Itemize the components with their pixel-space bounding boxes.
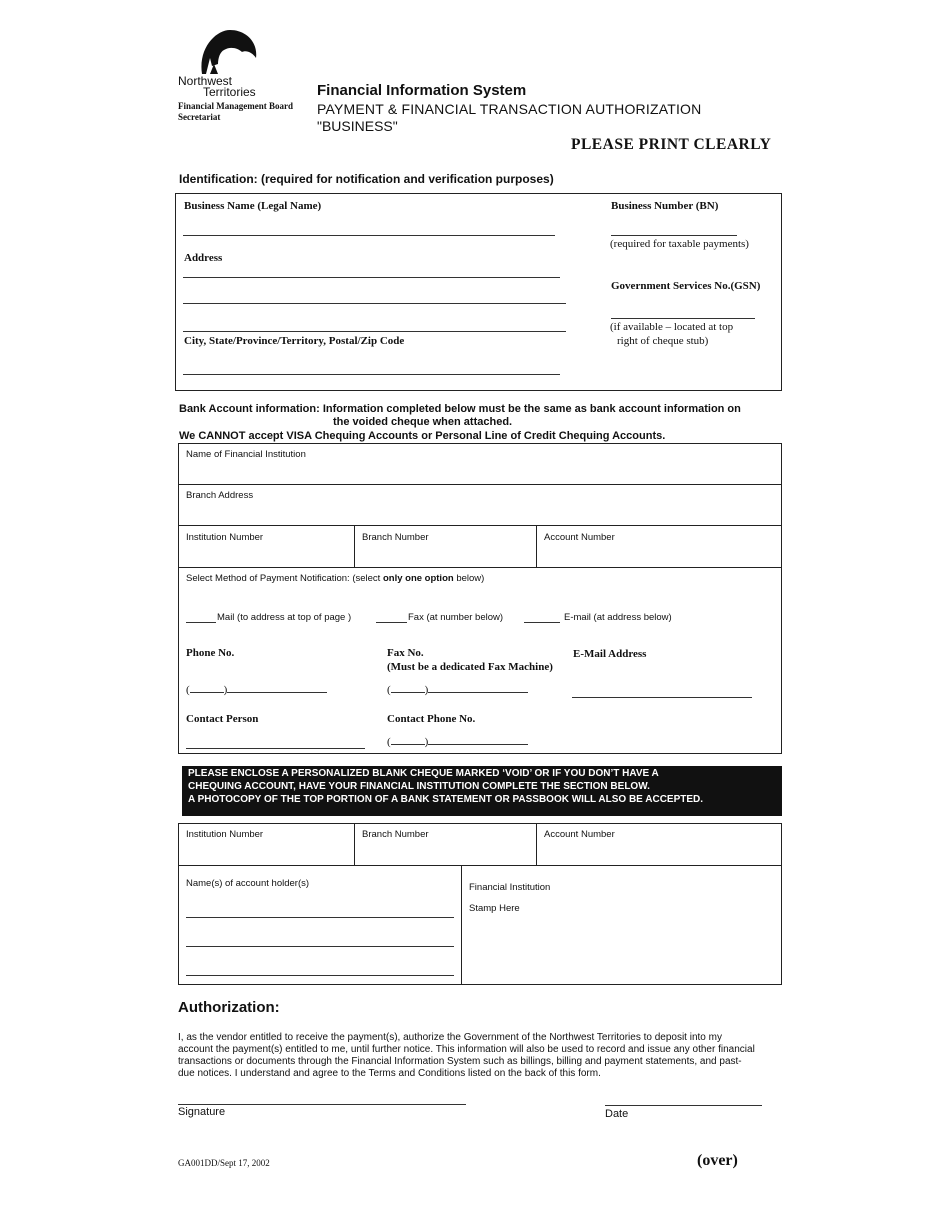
authorization-line2: account the payment(s) entitled to me, until further notice. This information will also be used to record and issue any other financial [178, 1044, 755, 1055]
nwt-logo [198, 28, 258, 76]
account-number-label: Account Number [544, 532, 615, 543]
city-label: City, State/Province/Territory, Postal/Zip Code [184, 335, 405, 347]
notification-prompt-pre: Select Method of Payment Notification: (select [186, 573, 383, 584]
contact-area-close: ) [424, 736, 429, 748]
gsn-note-line1: (if available – located at top [610, 321, 734, 333]
phone-area-open: ( [186, 684, 190, 696]
signature-field[interactable] [178, 1104, 466, 1105]
inst-branch-number-label: Branch Number [362, 829, 429, 840]
gsn-field[interactable] [611, 318, 755, 319]
holders-label: Name(s) of account holder(s) [186, 878, 310, 889]
address-field-3[interactable] [183, 331, 566, 332]
bank-account-box [178, 443, 782, 754]
divider [461, 865, 462, 985]
banner-line3: A PHOTOCOPY OF THE TOP PORTION OF A BANK STATEMENT OR PASSBOOK WILL ALSO BE ACCEPTED. [188, 794, 704, 805]
contact-area-open: ( [387, 736, 391, 748]
notification-prompt [186, 573, 484, 584]
void-cheque-banner [182, 766, 782, 816]
form-title: PAYMENT & FINANCIAL TRANSACTION AUTHORIZATION [317, 101, 702, 117]
dept-name [178, 101, 293, 123]
contact-phone-label: Contact Phone No. [387, 713, 476, 725]
identification-box [175, 193, 782, 391]
option-fax-blank[interactable] [376, 622, 407, 623]
holder-field-1[interactable] [186, 917, 454, 918]
dept-name-line1: Financial Management Board [178, 101, 293, 111]
identification-heading: Identification: (required for notification and verification purposes) [179, 172, 554, 186]
banner-line2: CHEQUING ACCOUNT, HAVE YOUR FINANCIAL INSTITUTION COMPLETE THE SECTION BELOW. [188, 781, 650, 792]
branch-address-label: Branch Address [186, 490, 254, 501]
system-title: Financial Information System [317, 82, 527, 99]
fax-area-close: ) [424, 684, 429, 696]
org-name-line2: Territories [203, 85, 256, 99]
fax-note: (Must be a dedicated Fax Machine) [387, 661, 553, 673]
phone-label: Phone No. [186, 647, 235, 659]
inst-institution-number-label: Institution Number [186, 829, 264, 840]
authorization-line1: I, as the vendor entitled to receive the payment(s), authorize the Government of the Northwest Territories to deposit into my [178, 1032, 722, 1043]
contact-phone-field[interactable] [387, 736, 533, 750]
notification-prompt-post: below) [453, 573, 485, 584]
branch-number-label: Branch Number [362, 532, 429, 543]
email-label: E-Mail Address [573, 648, 647, 660]
date-field[interactable] [605, 1105, 762, 1106]
authorization-line3: transactions or documents through the Financial Information System such as billings, billing and payment statements, and past- [178, 1056, 742, 1067]
institution-number-label: Institution Number [186, 532, 264, 543]
contact-person-field[interactable] [186, 748, 365, 749]
authorization-heading: Authorization: [178, 999, 280, 1016]
divider [536, 525, 537, 567]
phone-area-close: ) [223, 684, 228, 696]
bn-label: Business Number (BN) [611, 200, 719, 212]
over-label: (over) [697, 1152, 738, 1169]
divider [178, 567, 782, 568]
bank-info-line2: the voided cheque when attached. [333, 416, 513, 428]
divider [354, 525, 355, 567]
signature-label: Signature [178, 1106, 226, 1118]
business-name-field[interactable] [183, 235, 555, 236]
contact-person-label: Contact Person [186, 713, 259, 725]
address-field-1[interactable] [183, 277, 560, 278]
bank-info-line3: We CANNOT accept VISA Chequing Accounts or Personal Line of Credit Chequing Accounts. [179, 430, 666, 442]
phone-field[interactable] [186, 684, 331, 698]
divider [536, 823, 537, 865]
org-name [178, 76, 268, 98]
divider [178, 525, 782, 526]
option-mail-blank[interactable] [186, 622, 216, 623]
divider [178, 484, 782, 485]
address-field-2[interactable] [183, 303, 566, 304]
gsn-note-line2: right of cheque stub) [617, 335, 709, 347]
bear-logo-icon [198, 28, 258, 76]
option-mail-label: Mail (to address at top of page ) [217, 612, 352, 623]
fax-field[interactable] [387, 684, 533, 698]
banner-line1: PLEASE ENCLOSE A PERSONALIZED BLANK CHEQUE MARKED ‘VOID’ OR IF YOU DON’T HAVE A [188, 768, 659, 779]
gsn-label: Government Services No.(GSN) [611, 280, 761, 292]
bn-note: (required for taxable payments) [610, 238, 749, 250]
date-label: Date [605, 1108, 629, 1120]
bn-field[interactable] [611, 235, 737, 236]
divider [354, 823, 355, 865]
option-email-blank[interactable] [524, 622, 560, 623]
authorization-text [178, 1032, 783, 1080]
option-fax-label: Fax (at number below) [408, 612, 504, 623]
stamp-label-line1: Financial Institution [469, 882, 551, 893]
stamp-label-line2: Stamp Here [469, 903, 520, 914]
notification-prompt-bold: only one option [382, 573, 454, 584]
business-name-label: Business Name (Legal Name) [184, 200, 322, 212]
authorization-line4: due notices. I understand and agree to the Terms and Conditions listed on the back of this form. [178, 1068, 601, 1079]
org-name-line1: Northwest [178, 74, 233, 88]
option-email-label: E-mail (at address below) [564, 612, 672, 623]
print-notice: PLEASE PRINT CLEARLY [571, 136, 772, 153]
fax-label: Fax No. [387, 647, 424, 659]
city-field[interactable] [183, 374, 560, 375]
inst-account-number-label: Account Number [544, 829, 615, 840]
divider [178, 865, 782, 866]
holder-field-3[interactable] [186, 975, 454, 976]
form-code: GA001DD/Sept 17, 2002 [178, 1158, 270, 1168]
email-field[interactable] [572, 697, 752, 698]
fax-area-open: ( [387, 684, 391, 696]
address-label: Address [184, 252, 223, 264]
dept-name-line2: Secretariat [178, 112, 221, 122]
fin-institution-label: Name of Financial Institution [186, 449, 306, 460]
bank-info-line1: Bank Account information: Information completed below must be the same as bank account information on [179, 403, 741, 415]
form-subtitle: "BUSINESS" [317, 118, 398, 134]
holder-field-2[interactable] [186, 946, 454, 947]
